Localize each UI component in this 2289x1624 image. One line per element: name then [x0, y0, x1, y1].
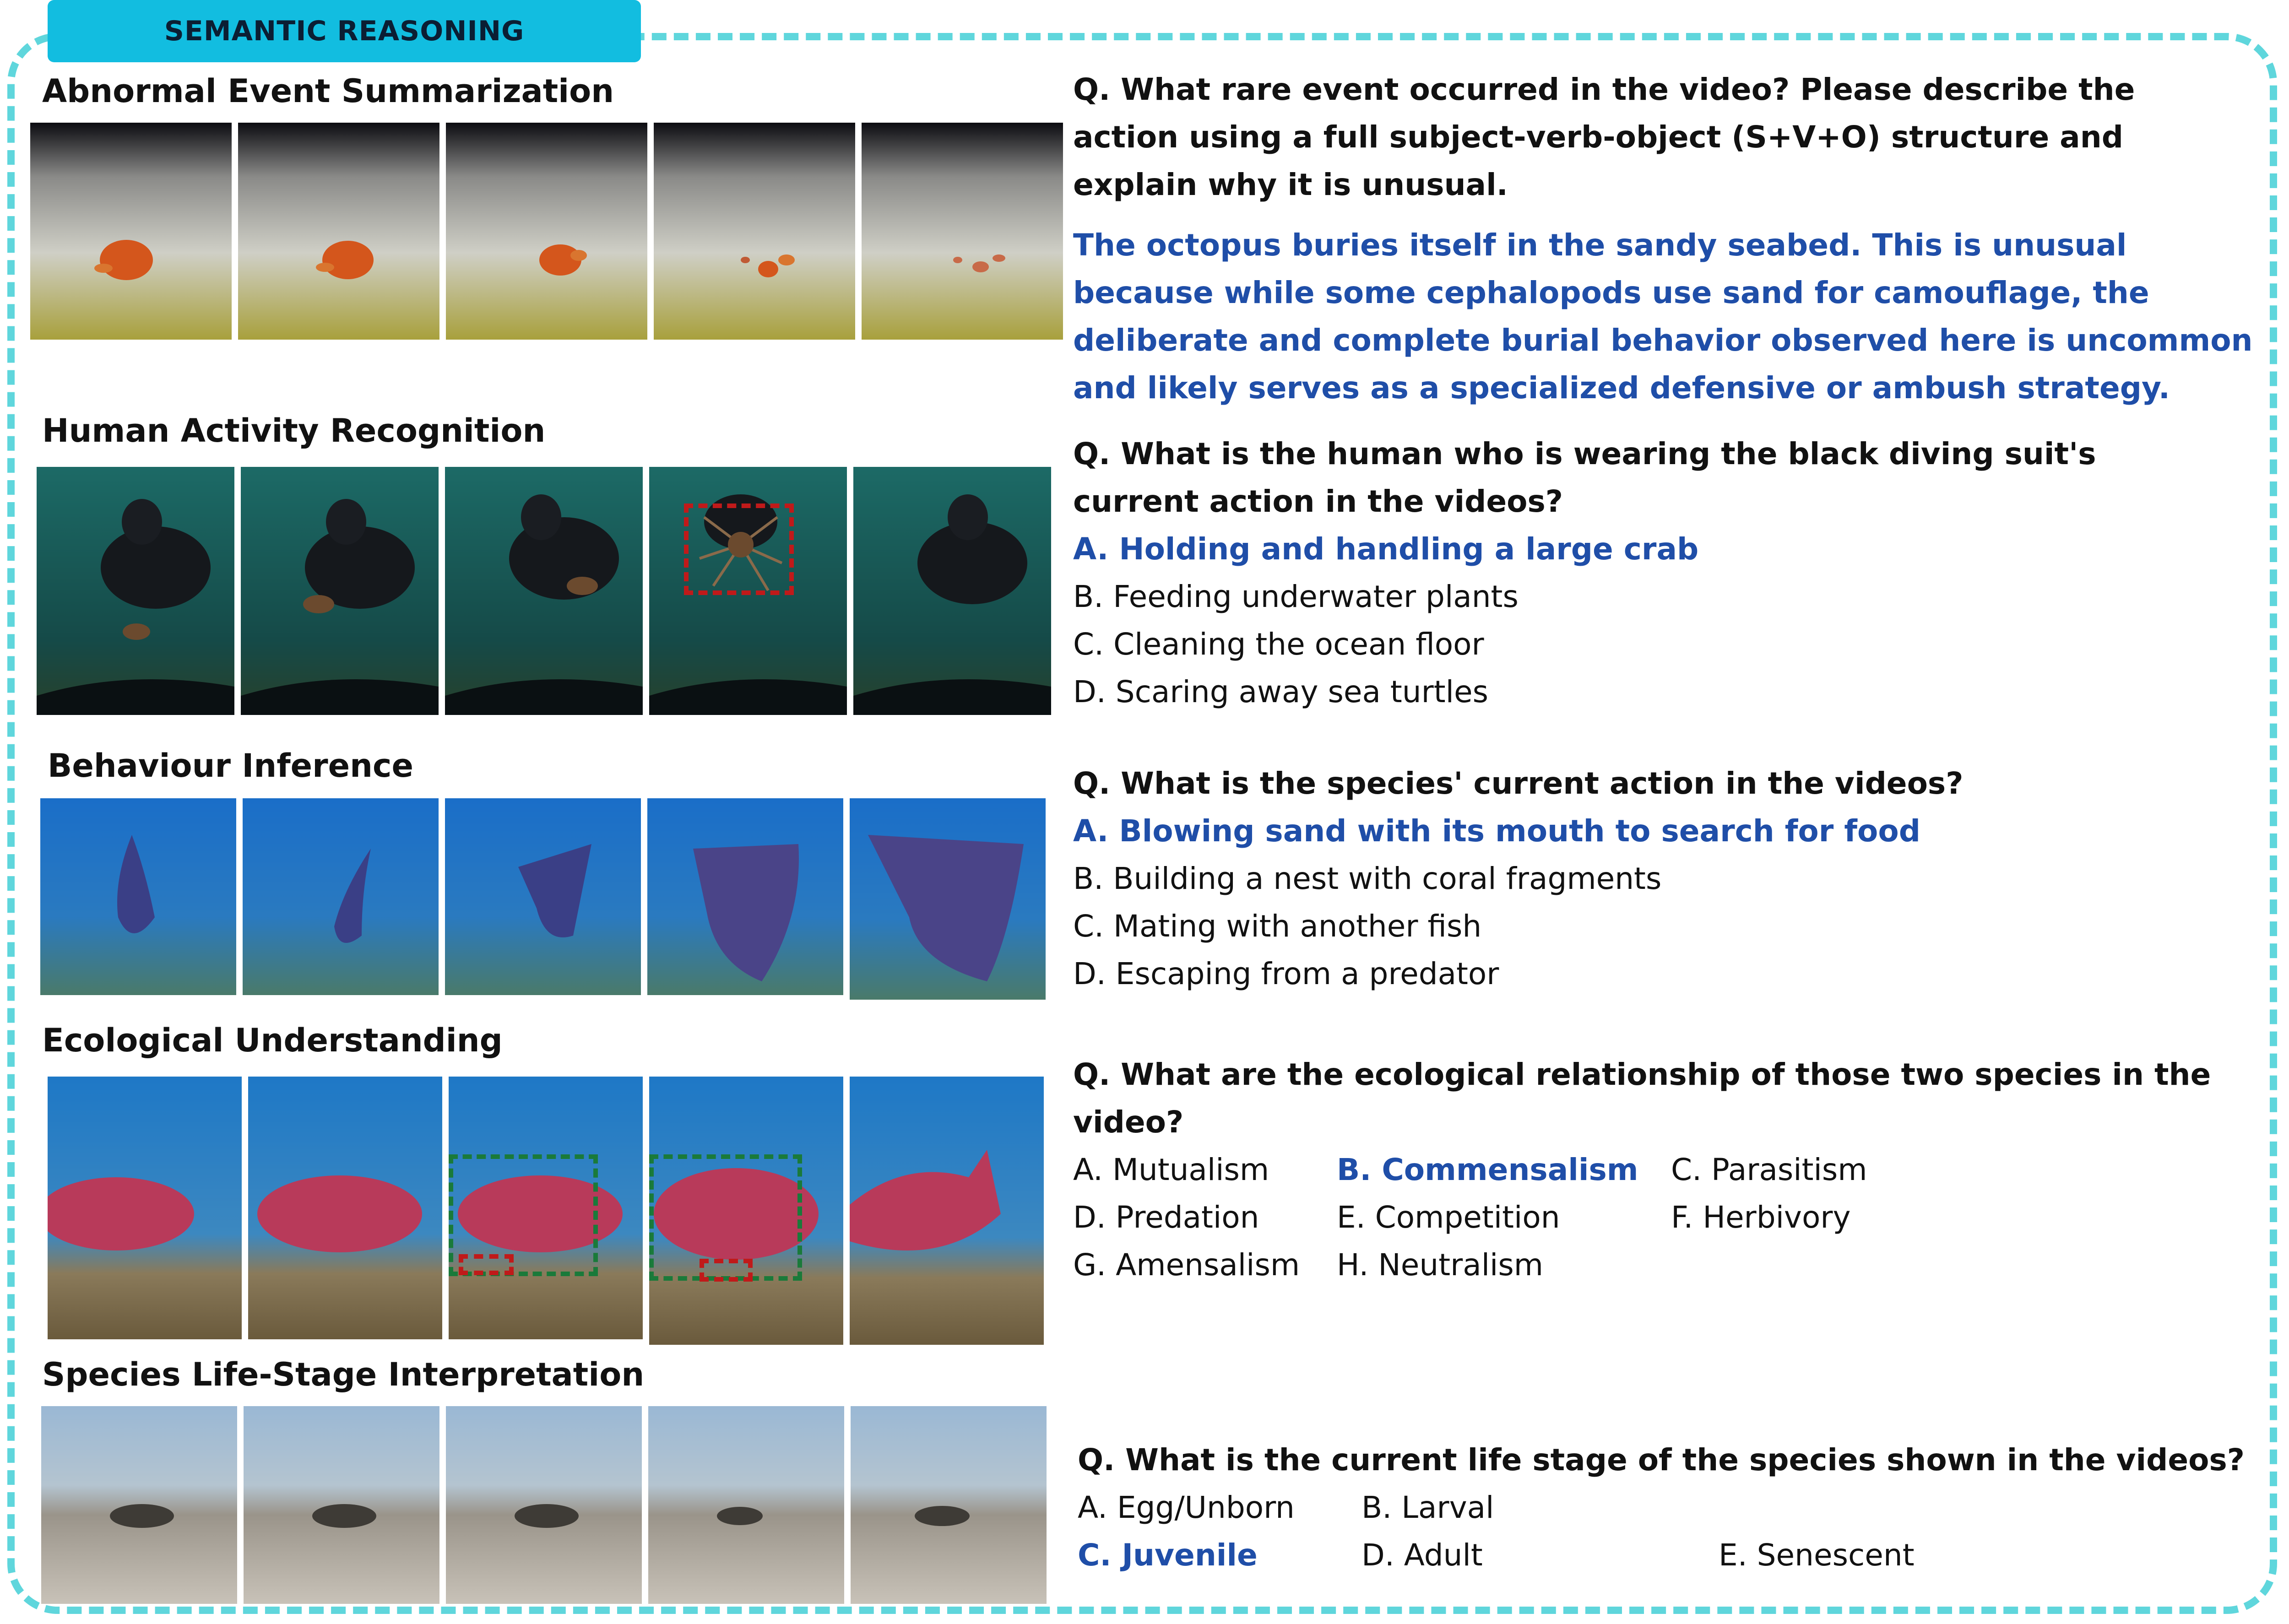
video-frames-behaviour-inference — [40, 798, 1046, 1000]
option-c: C. Mating with another fish — [1073, 909, 1482, 944]
video-frames-life-stage — [41, 1406, 1047, 1604]
video-frame — [238, 123, 439, 340]
option-b: B. Building a nest with coral fragments — [1073, 861, 1662, 896]
section-title-behaviour-inference: Behaviour Inference — [48, 747, 413, 785]
video-frame — [241, 467, 439, 715]
video-frame — [244, 1406, 439, 1604]
video-frame — [445, 467, 643, 715]
option-grid — [1078, 1484, 2250, 1579]
option-b-correct: B. Commensalism — [1337, 1152, 1638, 1187]
video-frame — [850, 798, 1046, 1000]
video-frame — [851, 1406, 1047, 1604]
video-frame — [40, 798, 236, 995]
option-h: H. Neutralism — [1337, 1247, 1544, 1283]
option-d: D. Predation — [1073, 1200, 1259, 1235]
video-frame — [30, 123, 232, 340]
qa-behaviour-inference — [1073, 760, 2245, 998]
option-a: A. Mutualism — [1073, 1152, 1269, 1187]
qa-ecological-understanding — [1073, 1051, 2245, 1289]
qa-human-activity — [1073, 430, 2245, 716]
option-c: C. Parasitism — [1671, 1152, 1867, 1187]
video-frame — [446, 123, 647, 340]
video-frame — [243, 798, 439, 995]
highlight-box-red — [700, 1259, 753, 1282]
option-a-correct: A. Blowing sand with its mouth to search for food — [1073, 813, 1920, 849]
question-line: Q. What rare event occurred in the video? Please describe the — [1073, 72, 2135, 107]
highlight-box-red — [684, 503, 794, 595]
highlight-box-red — [459, 1254, 514, 1275]
video-frame — [853, 467, 1051, 715]
option-d: D. Adult — [1361, 1537, 1483, 1573]
question-line: explain why it is unusual. — [1073, 167, 1508, 202]
option-a-correct: A. Holding and handling a large crab — [1073, 531, 1699, 567]
option-grid — [1073, 1146, 2245, 1289]
video-frame — [248, 1077, 442, 1339]
answer-line: The octopus buries itself in the sandy seabed. This is unusual — [1073, 227, 2127, 263]
video-frames-human-activity — [37, 467, 1051, 715]
qa-abnormal-event — [1073, 66, 2253, 412]
question-line: Q. What is the human who is wearing the black diving suit's — [1073, 436, 2096, 471]
video-frame — [41, 1406, 237, 1604]
option-b: B. Larval — [1361, 1490, 1494, 1525]
section-title-abnormal-event: Abnormal Event Summarization — [42, 72, 614, 110]
question-line: Q. What is the current life stage of the species shown in the videos? — [1078, 1442, 2245, 1478]
video-frame — [649, 467, 847, 715]
option-d: D. Scaring away sea turtles — [1073, 674, 1488, 709]
video-frame — [648, 1406, 844, 1604]
video-frame — [654, 123, 855, 340]
question-line: current action in the videos? — [1073, 484, 1563, 519]
section-title-ecological-understanding: Ecological Understanding — [42, 1022, 503, 1059]
section-banner: SEMANTIC REASONING — [48, 0, 641, 62]
video-frames-abnormal-event — [30, 123, 1063, 340]
option-c-correct: C. Juvenile — [1078, 1537, 1258, 1573]
option-a: A. Egg/Unborn — [1078, 1490, 1295, 1525]
video-frame — [445, 798, 641, 995]
video-frame — [48, 1077, 242, 1339]
option-c: C. Cleaning the ocean floor — [1073, 627, 1484, 662]
video-frames-ecological-understanding — [48, 1077, 1044, 1345]
option-d: D. Escaping from a predator — [1073, 956, 1499, 991]
option-b: B. Feeding underwater plants — [1073, 579, 1519, 614]
question-line: video? — [1073, 1104, 1184, 1140]
option-e: E. Senescent — [1719, 1537, 1915, 1573]
option-f: F. Herbivory — [1671, 1200, 1851, 1235]
answer-line: deliberate and complete burial behavior observed here is uncommon — [1073, 323, 2253, 358]
section-title-human-activity: Human Activity Recognition — [42, 412, 546, 449]
answer-line: because while some cephalopods use sand for camouflage, the — [1073, 275, 2149, 310]
video-frame — [850, 1077, 1044, 1345]
question-line: Q. What are the ecological relationship of those two species in the — [1073, 1057, 2211, 1092]
video-frame — [37, 467, 234, 715]
option-e: E. Competition — [1337, 1200, 1560, 1235]
section-title-life-stage: Species Life-Stage Interpretation — [42, 1356, 645, 1393]
option-g: G. Amensalism — [1073, 1247, 1300, 1283]
answer-line: and likely serves as a specialized defensive or ambush strategy. — [1073, 370, 2170, 406]
video-frame — [649, 1077, 843, 1345]
video-frame — [647, 798, 843, 995]
video-frame — [449, 1077, 643, 1339]
question-line: action using a full subject-verb-object (S+V+O) structure and — [1073, 119, 2123, 155]
video-frame — [862, 123, 1063, 340]
question-line: Q. What is the species' current action in the videos? — [1073, 766, 1964, 801]
qa-life-stage — [1078, 1436, 2250, 1579]
video-frame — [446, 1406, 642, 1604]
